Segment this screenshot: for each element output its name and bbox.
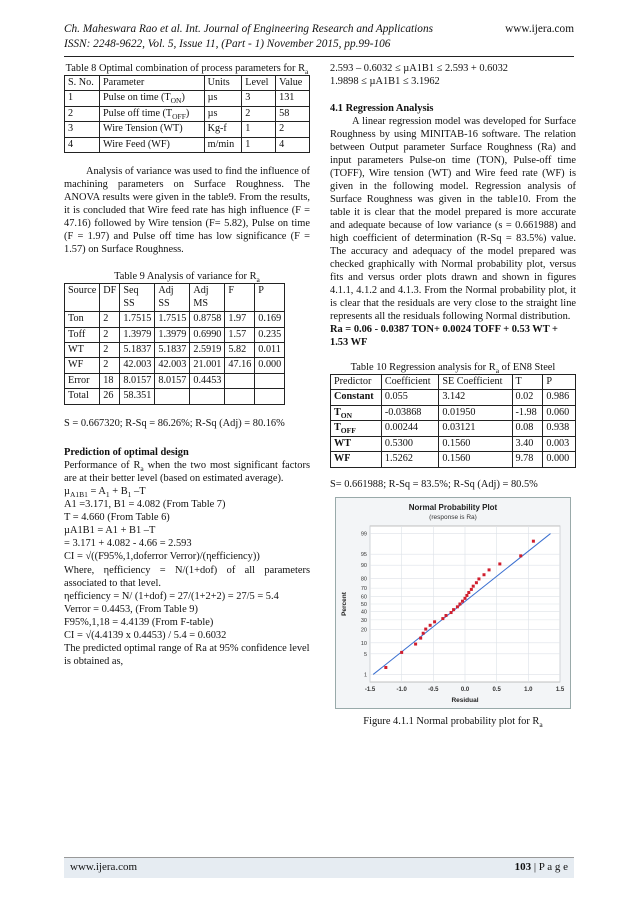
data-point bbox=[422, 631, 425, 634]
table-cell: $T_{ON}$ bbox=[331, 405, 382, 420]
equation-line: CI = √(4.4139 x 0.4453) / 5.4 = 0.6032 bbox=[64, 630, 227, 642]
table10-header bbox=[331, 375, 576, 390]
table-cell: 1.7515 bbox=[120, 312, 155, 327]
table8-caption: Table 8 Optimal combination of process parameters for $R_a$ bbox=[65, 63, 309, 77]
y-tick-label: 40 bbox=[360, 609, 367, 616]
data-point bbox=[475, 581, 478, 584]
equation-line: F95%,1,18 = 4.4139 (From F-table) bbox=[64, 617, 214, 628]
table-cell: µs bbox=[204, 91, 242, 106]
equation-line: µA1B1 = A1 + B1 –T bbox=[64, 525, 156, 537]
data-point bbox=[445, 614, 448, 617]
data-point bbox=[450, 611, 453, 614]
table-header-cell: T bbox=[512, 375, 543, 390]
table-cell: 47.16 bbox=[225, 358, 255, 373]
table-cell: 8.0157 bbox=[155, 373, 190, 388]
table10-body bbox=[331, 390, 576, 467]
prediction-block bbox=[64, 459, 310, 669]
data-point bbox=[464, 596, 467, 599]
data-point bbox=[465, 594, 468, 597]
table-cell: -1.98 bbox=[512, 405, 543, 420]
equation-line: = 3.171 + 4.082 - 4.66 = 2.593 bbox=[64, 538, 192, 550]
table-cell: 0.02 bbox=[512, 390, 543, 405]
table-cell: Pulse on time $(T_{ON})$ bbox=[100, 91, 205, 106]
prediction-intro: Performance of $R_a$ when the two most significant factors are at their better level (based on estimated average). bbox=[64, 459, 310, 484]
data-point bbox=[441, 617, 444, 620]
table-cell bbox=[225, 389, 255, 404]
table-cell: 2 bbox=[100, 312, 120, 327]
y-tick-label: 1 bbox=[363, 672, 367, 679]
page-header bbox=[64, 22, 574, 53]
data-point bbox=[458, 602, 461, 605]
table-cell: Error bbox=[65, 373, 100, 388]
equation-line: The predicted optimal range of Ra at 95% confidence level is obtained as, bbox=[64, 643, 310, 668]
prediction-heading: Prediction of optimal design bbox=[64, 446, 189, 458]
right-column bbox=[330, 62, 576, 728]
table-cell: 2 bbox=[100, 358, 120, 373]
table8-header bbox=[65, 76, 310, 91]
table-header-cell: Predictor bbox=[331, 375, 382, 390]
table-cell: 0.00244 bbox=[381, 421, 438, 436]
table-cell bbox=[190, 389, 225, 404]
table-cell: 1.3979 bbox=[120, 327, 155, 342]
x-tick-label: 1.5 bbox=[555, 686, 565, 693]
table-cell: WF bbox=[65, 358, 100, 373]
table-cell: 0.6990 bbox=[190, 327, 225, 342]
x-tick-label: 1.0 bbox=[524, 686, 533, 693]
table-cell: 131 bbox=[276, 91, 310, 106]
table-cell: 0.4453 bbox=[190, 373, 225, 388]
regression-heading: 4.1 Regression Analysis bbox=[330, 103, 434, 114]
x-axis-label: Residual bbox=[451, 696, 479, 704]
table-row bbox=[65, 122, 310, 137]
table-cell: 1.7515 bbox=[155, 312, 190, 327]
equation-line: T = 4.660 (From Table 6) bbox=[64, 512, 170, 524]
table-cell: 5.1837 bbox=[120, 342, 155, 357]
y-tick-label: 20 bbox=[360, 627, 367, 634]
anova-paragraph: Analysis of variance was used to find the influence of machining parameters on Surface Roughness. The ANOVA results were given in the table9. From the results, it is concluded that Wire feed rate has high influence (F = 47.16) followed by Wire tension (F= 5.82), Pulse on time (F = 1.97) and Pulse off time has low significance (F = 1.57) on Surface Roughness. bbox=[64, 166, 310, 256]
y-tick-label: 60 bbox=[360, 593, 367, 600]
data-point bbox=[519, 554, 522, 557]
data-point bbox=[467, 591, 470, 594]
table-cell: 58 bbox=[276, 106, 310, 121]
table-cell: 21.001 bbox=[190, 358, 225, 373]
data-point bbox=[456, 605, 459, 608]
regression-paragraph: A linear regression model was developed for Surface Roughness by using MINITAB-16 software. The relation between Output parameter Surface Roughness (Ra) and input parameters Pulse-on time (TON), Pulse-off time (TOFF), Wire tension (WT) and Wire feed rate (WF) is given in the following model. Regression analysis of Surface Roughness was given in the table10. From the table it is clear that the model prepared is more accurate and adequate because of low variance (s = 0.661988) and high coefficient of determination (R-Sq = 83.5%) value. The accuracy and adequacy of the model prepared was checked graphically with Normal probability plot, versus fits and versus order plots drawn and shown in figures 4.1.1, 4.1.2 and 4.1.3. From the Normal probability plot, it is clear that the residuals are very close to the straight line represents all the residuals following Normal distribution. bbox=[330, 116, 576, 322]
table-row bbox=[65, 106, 310, 121]
y-tick-label: 10 bbox=[360, 640, 367, 647]
table-header-cell: Value bbox=[276, 76, 310, 91]
table-row bbox=[65, 137, 310, 152]
data-point bbox=[419, 636, 422, 639]
table-header-cell: Units bbox=[204, 76, 242, 91]
equation-line: A1 =3.171, B1 = 4.082 (From Table 7) bbox=[64, 499, 226, 511]
data-point bbox=[488, 568, 491, 571]
table-row bbox=[331, 452, 576, 467]
table-row bbox=[65, 373, 285, 388]
table-cell: 1.5262 bbox=[381, 452, 438, 467]
table-cell: 0.938 bbox=[543, 421, 576, 436]
y-tick-label: 50 bbox=[360, 601, 367, 608]
table-cell: 0.060 bbox=[543, 405, 576, 420]
table-header-cell: P bbox=[543, 375, 576, 390]
table-row bbox=[331, 421, 576, 436]
table-cell: 5.82 bbox=[225, 342, 255, 357]
data-point bbox=[433, 620, 436, 623]
table-cell: WT bbox=[65, 342, 100, 357]
data-point bbox=[414, 642, 417, 645]
table-cell: 2 bbox=[276, 122, 310, 137]
header-rule bbox=[64, 56, 574, 57]
table-cell: Wire Feed (WF) bbox=[100, 137, 205, 152]
table-cell: 1 bbox=[242, 137, 276, 152]
range-line: 1.9898 ≤ µA1B1 ≤ 3.1962 bbox=[330, 76, 440, 87]
table-cell: Constant bbox=[331, 390, 382, 405]
table-cell: 58.351 bbox=[120, 389, 155, 404]
table-header-cell: SE Coefficient bbox=[439, 375, 512, 390]
table-header-cell: Adj SS bbox=[155, 284, 190, 312]
regression-equation: Ra = 0.06 - 0.0387 TON+ 0.0024 TOFF + 0.53 WT + 1.53 WF bbox=[330, 324, 558, 348]
table-cell: 4 bbox=[276, 137, 310, 152]
table-cell: 0.1560 bbox=[439, 452, 512, 467]
table-cell: 0.169 bbox=[255, 312, 285, 327]
table-cell: Pulse off time $(T_{OFF})$ bbox=[100, 106, 205, 121]
left-column bbox=[64, 62, 310, 668]
equation-line: $\mu_{A1B1} = A_1 + B_1$ –T bbox=[64, 485, 146, 499]
table-row bbox=[331, 436, 576, 451]
table-cell: 0.000 bbox=[543, 452, 576, 467]
table-row bbox=[65, 327, 285, 342]
y-tick-label: 90 bbox=[360, 562, 367, 569]
table-header-cell: S. No. bbox=[65, 76, 100, 91]
table-cell: 4 bbox=[65, 137, 100, 152]
table-cell: 0.08 bbox=[512, 421, 543, 436]
header-site[interactable]: www.ijera.com bbox=[505, 23, 574, 35]
x-tick-label: -1.0 bbox=[396, 686, 407, 693]
table9-header bbox=[65, 284, 285, 312]
data-point bbox=[483, 573, 486, 576]
table-cell: 2.5919 bbox=[190, 342, 225, 357]
equation-line: CI = √((F95%,1,doferror Verror)/(ηefficiency)) bbox=[64, 551, 260, 563]
data-point bbox=[498, 562, 501, 565]
table-cell: 9.78 bbox=[512, 452, 543, 467]
table-cell: 3 bbox=[65, 122, 100, 137]
table-cell: Total bbox=[65, 389, 100, 404]
page-footer bbox=[64, 857, 574, 878]
table-header-cell: Adj MS bbox=[190, 284, 225, 312]
figure-caption: Figure 4.1.1 Normal probability plot for $R_a$ bbox=[363, 715, 543, 729]
table-cell: Toff bbox=[65, 327, 100, 342]
y-tick-label: 5 bbox=[363, 651, 367, 658]
y-axis-label: Percent bbox=[341, 591, 348, 616]
table10-caption: Table 10 Regression analysis for $R_a$ of EN8 Steel bbox=[350, 362, 556, 376]
y-tick-label: 95 bbox=[360, 551, 367, 558]
table-cell: 8.0157 bbox=[120, 373, 155, 388]
data-point bbox=[384, 666, 387, 669]
table-cell: 0.8758 bbox=[190, 312, 225, 327]
table-row bbox=[331, 390, 576, 405]
table-cell: 0.03121 bbox=[439, 421, 512, 436]
table-cell: 0.011 bbox=[255, 342, 285, 357]
table-row bbox=[331, 405, 576, 420]
table-cell bbox=[255, 373, 285, 388]
table-cell: 5.1837 bbox=[155, 342, 190, 357]
table-cell: $T_{OFF}$ bbox=[331, 421, 382, 436]
table-cell: 42.003 bbox=[155, 358, 190, 373]
table-cell: 0.003 bbox=[543, 436, 576, 451]
table-header-cell: F bbox=[225, 284, 255, 312]
table-cell: m/min bbox=[204, 137, 242, 152]
data-point bbox=[424, 627, 427, 630]
issn-line: ISSN: 2248-9622, Vol. 5, Issue 11, (Part - 1) November 2015, pp.99-106 bbox=[64, 38, 391, 51]
table-row bbox=[65, 312, 285, 327]
table-row bbox=[65, 91, 310, 106]
table10 bbox=[330, 374, 576, 468]
table-cell: 1.57 bbox=[225, 327, 255, 342]
table-header-cell: P bbox=[255, 284, 285, 312]
table-cell: Ton bbox=[65, 312, 100, 327]
table-cell: 0.055 bbox=[381, 390, 438, 405]
table-cell: 3.142 bbox=[439, 390, 512, 405]
data-point bbox=[452, 608, 455, 611]
table-cell: 0.1560 bbox=[439, 436, 512, 451]
x-tick-label: 0.5 bbox=[492, 686, 501, 693]
table-cell: 2 bbox=[100, 327, 120, 342]
y-tick-label: 30 bbox=[360, 617, 367, 624]
table-cell: 1.97 bbox=[225, 312, 255, 327]
x-tick-label: -1.5 bbox=[364, 686, 376, 693]
data-point bbox=[461, 599, 464, 602]
table-header-cell: Coefficient bbox=[381, 375, 438, 390]
table-cell: 18 bbox=[100, 373, 120, 388]
table-cell: Wire Tension (WT) bbox=[100, 122, 205, 137]
table-header-cell: Seq SS bbox=[120, 284, 155, 312]
table-row bbox=[65, 389, 285, 404]
data-point bbox=[532, 539, 535, 542]
data-point bbox=[477, 577, 480, 580]
table-header-cell: Level bbox=[242, 76, 276, 91]
chart-svg bbox=[336, 498, 570, 708]
table8 bbox=[64, 75, 310, 153]
table-cell: 42.003 bbox=[120, 358, 155, 373]
table-cell: 2 bbox=[242, 106, 276, 121]
equation-line: ηefficiency = N/ (1+dof) = 27/(1+2+2) = 27/5 = 5.4 bbox=[64, 590, 279, 602]
page-number: 103 | P a g e bbox=[514, 861, 568, 874]
table-cell: 0.235 bbox=[255, 327, 285, 342]
table-header-cell: Parameter bbox=[100, 76, 205, 91]
table-cell: µs bbox=[204, 106, 242, 121]
table-cell: Kg-f bbox=[204, 122, 242, 137]
y-tick-label: 80 bbox=[360, 576, 367, 583]
x-tick-label: -0.5 bbox=[428, 686, 439, 693]
table-cell: -0.03868 bbox=[381, 405, 438, 420]
journal-citation: Ch. Maheswara Rao et al. Int. Journal of Engineering Research and Applications bbox=[64, 23, 433, 35]
table-cell: 1 bbox=[242, 122, 276, 137]
table-cell: WF bbox=[331, 452, 382, 467]
equation-line: Verror = 0.4453, (From Table 9) bbox=[64, 603, 198, 615]
table-cell: 3.40 bbox=[512, 436, 543, 451]
table-header-cell: Source bbox=[65, 284, 100, 312]
y-tick-label: 99 bbox=[360, 531, 367, 538]
table-row bbox=[65, 358, 285, 373]
footer-site[interactable]: www.ijera.com bbox=[70, 861, 138, 874]
chart-subtitle: (response is Ra) bbox=[429, 513, 477, 521]
table-cell bbox=[255, 389, 285, 404]
data-point bbox=[470, 588, 473, 591]
data-point bbox=[472, 584, 475, 587]
data-point bbox=[429, 623, 432, 626]
chart-title: Normal Probability Plot bbox=[408, 502, 498, 512]
table-cell: 3 bbox=[242, 91, 276, 106]
table-cell: 2 bbox=[65, 106, 100, 121]
table-header-cell: DF bbox=[100, 284, 120, 312]
table-cell: 0.01950 bbox=[439, 405, 512, 420]
table-row bbox=[65, 342, 285, 357]
table-cell: 1 bbox=[65, 91, 100, 106]
equation-line: Where, ηefficiency = N/(1+dof) of all parameters associated to that level. bbox=[64, 564, 310, 589]
table9-caption: Table 9 Analysis of variance for $R_a$ bbox=[114, 271, 260, 285]
table9-body bbox=[65, 312, 285, 405]
x-tick-label: 0.0 bbox=[460, 686, 470, 693]
table-cell: WT bbox=[331, 436, 382, 451]
table9 bbox=[64, 283, 285, 405]
table-cell: 0.986 bbox=[543, 390, 576, 405]
table10-stats: S= 0.661988; R-Sq = 83.5%; R-Sq (Adj) = 80.5% bbox=[330, 478, 538, 490]
table-cell: 0.5300 bbox=[381, 436, 438, 451]
table-cell bbox=[225, 373, 255, 388]
table9-stats: S = 0.667320; R-Sq = 86.26%; R-Sq (Adj) = 80.16% bbox=[64, 417, 285, 429]
table-cell: 26 bbox=[100, 389, 120, 404]
data-point bbox=[400, 651, 403, 654]
table-cell: 1.3979 bbox=[155, 327, 190, 342]
table-cell bbox=[155, 389, 190, 404]
normal-probability-chart bbox=[335, 497, 571, 709]
range-line: 2.593 – 0.6032 ≤ µA1B1 ≤ 2.593 + 0.6032 bbox=[330, 63, 508, 74]
table-cell: 0.000 bbox=[255, 358, 285, 373]
table-cell: 2 bbox=[100, 342, 120, 357]
y-tick-label: 70 bbox=[360, 585, 367, 592]
